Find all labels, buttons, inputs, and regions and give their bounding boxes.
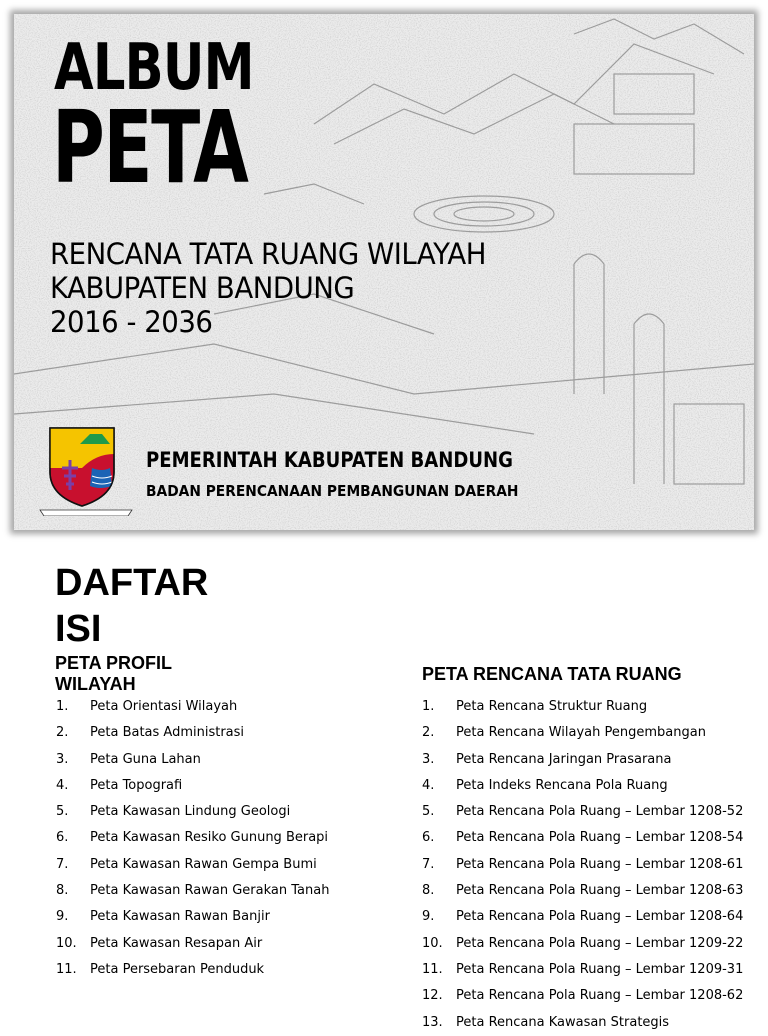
list-item-label: Peta Rencana Wilayah Pengembangan bbox=[456, 725, 706, 741]
regency-crest-logo bbox=[36, 424, 136, 516]
list-item-label: Peta Rencana Pola Ruang – Lembar 1208-61 bbox=[456, 856, 744, 872]
list-item-number: 4. bbox=[422, 777, 435, 793]
list-item bbox=[422, 747, 743, 773]
list-item-number: 7. bbox=[422, 856, 435, 872]
list-item bbox=[422, 1010, 743, 1036]
list-item-number: 2. bbox=[422, 725, 435, 741]
list-item-label: Peta Rencana Pola Ruang – Lembar 1208-62 bbox=[456, 988, 744, 1004]
list-item-label: Peta Kawasan Lindung Geologi bbox=[90, 804, 291, 820]
list-item-label: Peta Rencana Pola Ruang – Lembar 1208-52 bbox=[456, 804, 744, 820]
cover-panel bbox=[14, 14, 754, 530]
list-item-number: 10. bbox=[422, 935, 443, 951]
list-item bbox=[56, 747, 329, 773]
list-item-label: Peta Kawasan Resiko Gunung Berapi bbox=[90, 830, 329, 846]
list-item bbox=[56, 931, 329, 957]
cover-subtitle-period: 2016 - 2036 bbox=[50, 305, 213, 339]
toc-title-line1: DAFTAR bbox=[55, 562, 209, 604]
list-item-label: Peta Rencana Jaringan Prasarana bbox=[456, 751, 672, 767]
list-item-number: 11. bbox=[422, 961, 443, 977]
list-item-number: 9. bbox=[56, 909, 69, 925]
list-item-number: 3. bbox=[422, 751, 435, 767]
list-item bbox=[422, 825, 743, 851]
list-item bbox=[56, 799, 329, 825]
list-item bbox=[422, 773, 743, 799]
list-item-number: 5. bbox=[56, 804, 69, 820]
list-item-label: Peta Rencana Pola Ruang – Lembar 1208-64 bbox=[456, 909, 744, 925]
list-item-number: 5. bbox=[422, 804, 435, 820]
list-item-number: 1. bbox=[422, 699, 435, 714]
list-item-label: Peta Kawasan Rawan Gerakan Tanah bbox=[90, 883, 330, 899]
list-item-label: Peta Kawasan Rawan Gempa Bumi bbox=[90, 856, 317, 872]
list-item-number: 4. bbox=[56, 777, 69, 793]
list-item-label: Peta Rencana Kawasan Strategis bbox=[456, 1014, 670, 1030]
cover-subtitle-plan: RENCANA TATA RUANG WILAYAH bbox=[50, 237, 486, 271]
cover-title-peta: PETA bbox=[52, 89, 248, 206]
list-item-label: Peta Topografi bbox=[90, 777, 183, 793]
list-item bbox=[56, 878, 329, 904]
list-item bbox=[56, 957, 329, 983]
list-item-label: Peta Rencana Pola Ruang – Lembar 1209-22 bbox=[456, 935, 744, 951]
list-item-label: Peta Indeks Rencana Pola Ruang bbox=[456, 777, 668, 793]
list-item-label: Peta Kawasan Resapan Air bbox=[90, 935, 263, 951]
list-item-label: Peta Guna Lahan bbox=[90, 751, 201, 767]
list-item-number: 3. bbox=[56, 751, 69, 767]
profil-map-list bbox=[56, 694, 329, 983]
toc-title-line2: ISI bbox=[55, 608, 102, 650]
list-item-label: Peta Orientasi Wilayah bbox=[90, 699, 238, 714]
toc-title bbox=[55, 560, 208, 652]
list-item bbox=[422, 957, 743, 983]
rencana-map-list bbox=[422, 694, 743, 1036]
list-item-number: 6. bbox=[56, 830, 69, 846]
list-item bbox=[56, 773, 329, 799]
agency-name: BADAN PERENCANAAN PEMBANGUNAN DAERAH bbox=[146, 482, 519, 500]
list-item-number: 1. bbox=[56, 699, 69, 714]
list-item-label: Peta Kawasan Rawan Banjir bbox=[90, 909, 270, 925]
section-heading-profil: PETA PROFIL WILAYAH bbox=[55, 653, 172, 694]
list-item bbox=[422, 694, 743, 720]
list-item-label: Peta Batas Administrasi bbox=[90, 725, 245, 741]
list-item bbox=[422, 904, 743, 930]
list-item-number: 10. bbox=[56, 935, 77, 951]
section-heading-rencana: PETA RENCANA TATA RUANG bbox=[422, 664, 682, 684]
list-item bbox=[56, 904, 329, 930]
list-item bbox=[422, 983, 743, 1009]
cover-subtitle-regency: KABUPATEN BANDUNG bbox=[50, 271, 355, 305]
list-item-label: Peta Rencana Pola Ruang – Lembar 1208-54 bbox=[456, 830, 744, 846]
list-item bbox=[56, 694, 329, 720]
list-item-number: 7. bbox=[56, 856, 69, 872]
list-item bbox=[422, 720, 743, 746]
cover-title-album: ALBUM bbox=[54, 31, 254, 105]
list-item-number: 11. bbox=[56, 961, 77, 977]
list-item-number: 2. bbox=[56, 725, 69, 741]
list-item bbox=[422, 852, 743, 878]
list-item-number: 12. bbox=[422, 988, 443, 1004]
list-item-label: Peta Rencana Pola Ruang – Lembar 1209-31 bbox=[456, 961, 744, 977]
list-item-number: 8. bbox=[422, 883, 435, 899]
list-item-number: 8. bbox=[56, 883, 69, 899]
list-item bbox=[422, 878, 743, 904]
list-item bbox=[422, 799, 743, 825]
list-item bbox=[56, 825, 329, 851]
list-item-label: Peta Persebaran Penduduk bbox=[90, 961, 265, 977]
list-item-label: Peta Rencana Struktur Ruang bbox=[456, 699, 648, 714]
list-item bbox=[422, 931, 743, 957]
government-name: PEMERINTAH KABUPATEN BANDUNG bbox=[146, 448, 513, 472]
list-item bbox=[56, 720, 329, 746]
list-item-number: 9. bbox=[422, 909, 435, 925]
list-item-label: Peta Rencana Pola Ruang – Lembar 1208-63 bbox=[456, 883, 744, 899]
list-item bbox=[56, 852, 329, 878]
list-item-number: 13. bbox=[422, 1014, 443, 1030]
list-item-number: 6. bbox=[422, 830, 435, 846]
